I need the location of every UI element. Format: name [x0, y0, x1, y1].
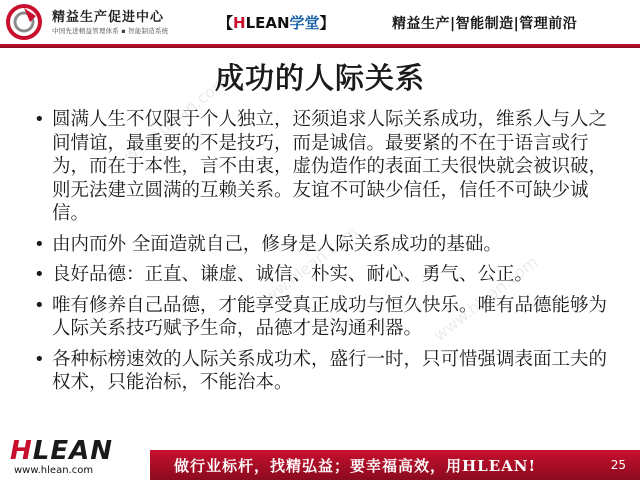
header: [0, 0, 640, 46]
bullet-icon: •: [34, 348, 45, 370]
hlean-logo-icon: [6, 4, 46, 40]
list-item-text: 圆满人生不仅限于个人独立，还须追求人际关系成功，维系人与人之间情谊，最重要的不是技巧，而是诚信。最要紧的不在于语言或行为，而在于本性，言不由衷，虚伪造作的表面工夫很快就会被识破，则无法建立圆满的互赖关系。友谊不可缺少信任，信任不可缺少诚信。: [52, 109, 608, 224]
footer-logo-lean: LEAN: [32, 436, 113, 466]
list-item-text: 各种标榜速效的人际关系成功术，盛行一时，只可惜强调表面工夫的权术，只能治标，不能治本。: [52, 348, 608, 393]
watermark: www.hlean.com: [120, 72, 232, 165]
brand-h: H: [233, 14, 246, 32]
tagline: 精益生产|智能制造|管理前沿: [392, 16, 578, 32]
bullet-icon: •: [34, 109, 45, 130]
brand-xuetang: 学堂: [289, 14, 320, 32]
brand-open-bracket: 【: [218, 14, 234, 32]
watermark: www.hlean.com: [250, 222, 362, 315]
brand-close-bracket: 】: [319, 14, 335, 32]
footer-logo-h: H: [10, 436, 33, 466]
org-title: 精益生产促进中心: [52, 10, 165, 25]
list-item: [34, 233, 620, 257]
footer-slogan: 做行业标杆，找精弘益；要幸福高效，用HLEAN!: [174, 457, 537, 475]
list-item-text: 唯有修养自己品德，才能享受真正成功与恒久快乐。唯有品德能够为人际关系技巧赋予生命，品德才是沟通利器。: [52, 294, 608, 339]
bullet-list: [34, 108, 620, 402]
footer: [0, 434, 640, 480]
list-item: [34, 294, 620, 341]
footer-logo-text: [10, 436, 113, 466]
list-item: [34, 108, 620, 226]
bullet-icon: •: [34, 233, 45, 255]
list-item: [34, 263, 620, 287]
page-number: 25: [610, 458, 626, 472]
slide-title: 成功的人际关系: [214, 61, 425, 95]
brand-label: [218, 12, 335, 33]
footer-url: www.hlean.com: [14, 465, 94, 476]
bullet-icon: •: [34, 294, 45, 316]
header-divider: [0, 44, 640, 48]
brand-lean: LEAN: [245, 14, 290, 32]
list-item-text: 良好品德：正直、谦虚、诚信、朴实、耐心、勇气、公正。: [52, 264, 534, 285]
list-item-text: 由内而外 全面造就自己，修身是人际关系成功的基础。: [52, 233, 502, 255]
footer-logo: [6, 434, 136, 480]
bullet-icon: •: [34, 264, 45, 285]
org-subtitle: 中国先进精益管理体系 ▪ 智能制造系统: [52, 27, 169, 35]
watermark: www.hlean.com: [430, 252, 542, 345]
list-item: [34, 348, 620, 395]
